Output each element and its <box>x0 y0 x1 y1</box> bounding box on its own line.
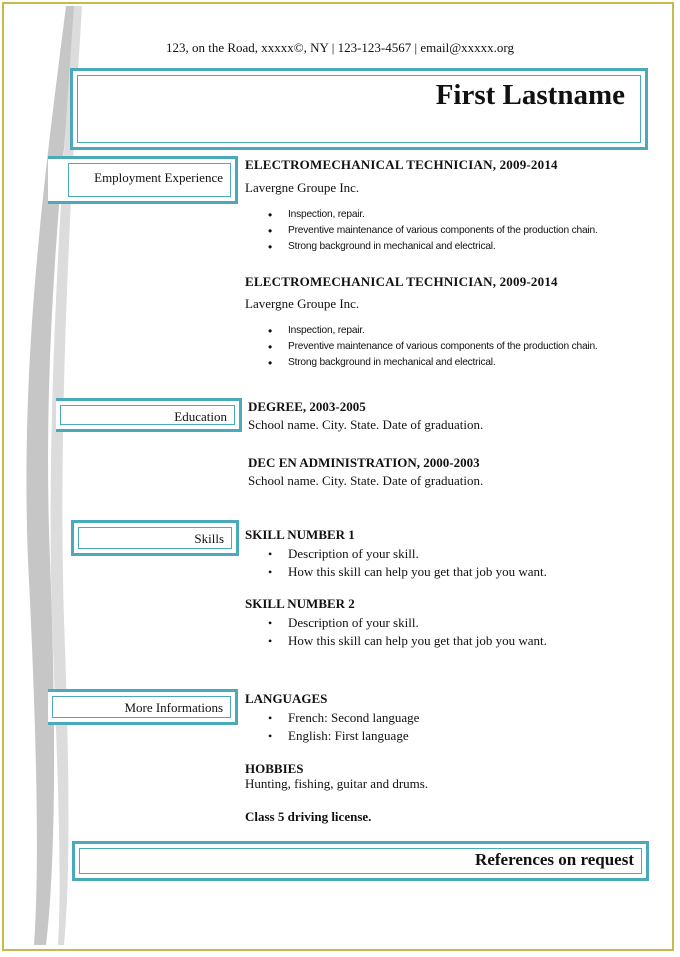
section-label-employment: Employment Experience <box>94 170 223 185</box>
hobbies-title: HOBBIES <box>245 761 304 776</box>
section-box-employment <box>48 156 238 204</box>
list-item: • Description of your skill. <box>268 545 547 563</box>
job-duties-list <box>268 323 598 371</box>
hobbies-text: Hunting, fishing, guitar and drums. <box>245 776 429 791</box>
name-box <box>70 68 648 150</box>
job-title: ELECTROMECHANICAL TECHNICIAN, 2009-2014 <box>245 157 558 172</box>
section-label-more-info: More Informations <box>124 700 223 715</box>
languages-list <box>268 709 419 745</box>
skill-list <box>268 614 547 650</box>
education-details: School name. City. State. Date of graduation. <box>248 417 484 432</box>
section-box-more-info <box>48 689 238 725</box>
skill-title: SKILL NUMBER 2 <box>245 596 355 611</box>
list-item: • Inspection, repair. <box>268 207 598 223</box>
section-box-education <box>56 398 242 432</box>
section-box-skills <box>71 520 239 556</box>
education-details: School name. City. State. Date of graduation. <box>248 473 484 488</box>
list-item: • Inspection, repair. <box>268 323 598 339</box>
candidate-name: First Lastname <box>435 79 625 111</box>
references-text: References on request <box>475 850 634 869</box>
section-label-skills: Skills <box>194 531 224 546</box>
section-label-education: Education <box>174 409 227 424</box>
list-item: • Preventive maintenance of various components of the production chain. <box>268 223 598 239</box>
job-title: ELECTROMECHANICAL TECHNICIAN, 2009-2014 <box>245 274 558 289</box>
job-duties-list <box>268 207 598 255</box>
license-text: Class 5 driving license. <box>245 809 372 824</box>
list-item: • Description of your skill. <box>268 614 547 632</box>
references-box <box>72 841 649 881</box>
list-item: • English: First language <box>268 727 419 745</box>
languages-title: LANGUAGES <box>245 691 328 706</box>
company-name: Lavergne Groupe Inc. <box>245 296 360 311</box>
list-item: • Preventive maintenance of various components of the production chain. <box>268 339 598 355</box>
education-title: DEGREE, 2003-2005 <box>248 399 366 414</box>
skill-title: SKILL NUMBER 1 <box>245 527 355 542</box>
list-item: • How this skill can help you get that job you want. <box>268 563 547 581</box>
list-item: • Strong background in mechanical and electrical. <box>268 239 598 255</box>
skill-list <box>268 545 547 581</box>
company-name: Lavergne Groupe Inc. <box>245 180 360 195</box>
list-item: • French: Second language <box>268 709 419 727</box>
education-title: DEC EN ADMINISTRATION, 2000-2003 <box>248 455 480 470</box>
list-item: • How this skill can help you get that job you want. <box>268 632 547 650</box>
list-item: • Strong background in mechanical and electrical. <box>268 355 598 371</box>
contact-address: 123, on the Road, xxxxx©, NY | 123-123-4567 | email@xxxxx.org <box>165 40 515 55</box>
